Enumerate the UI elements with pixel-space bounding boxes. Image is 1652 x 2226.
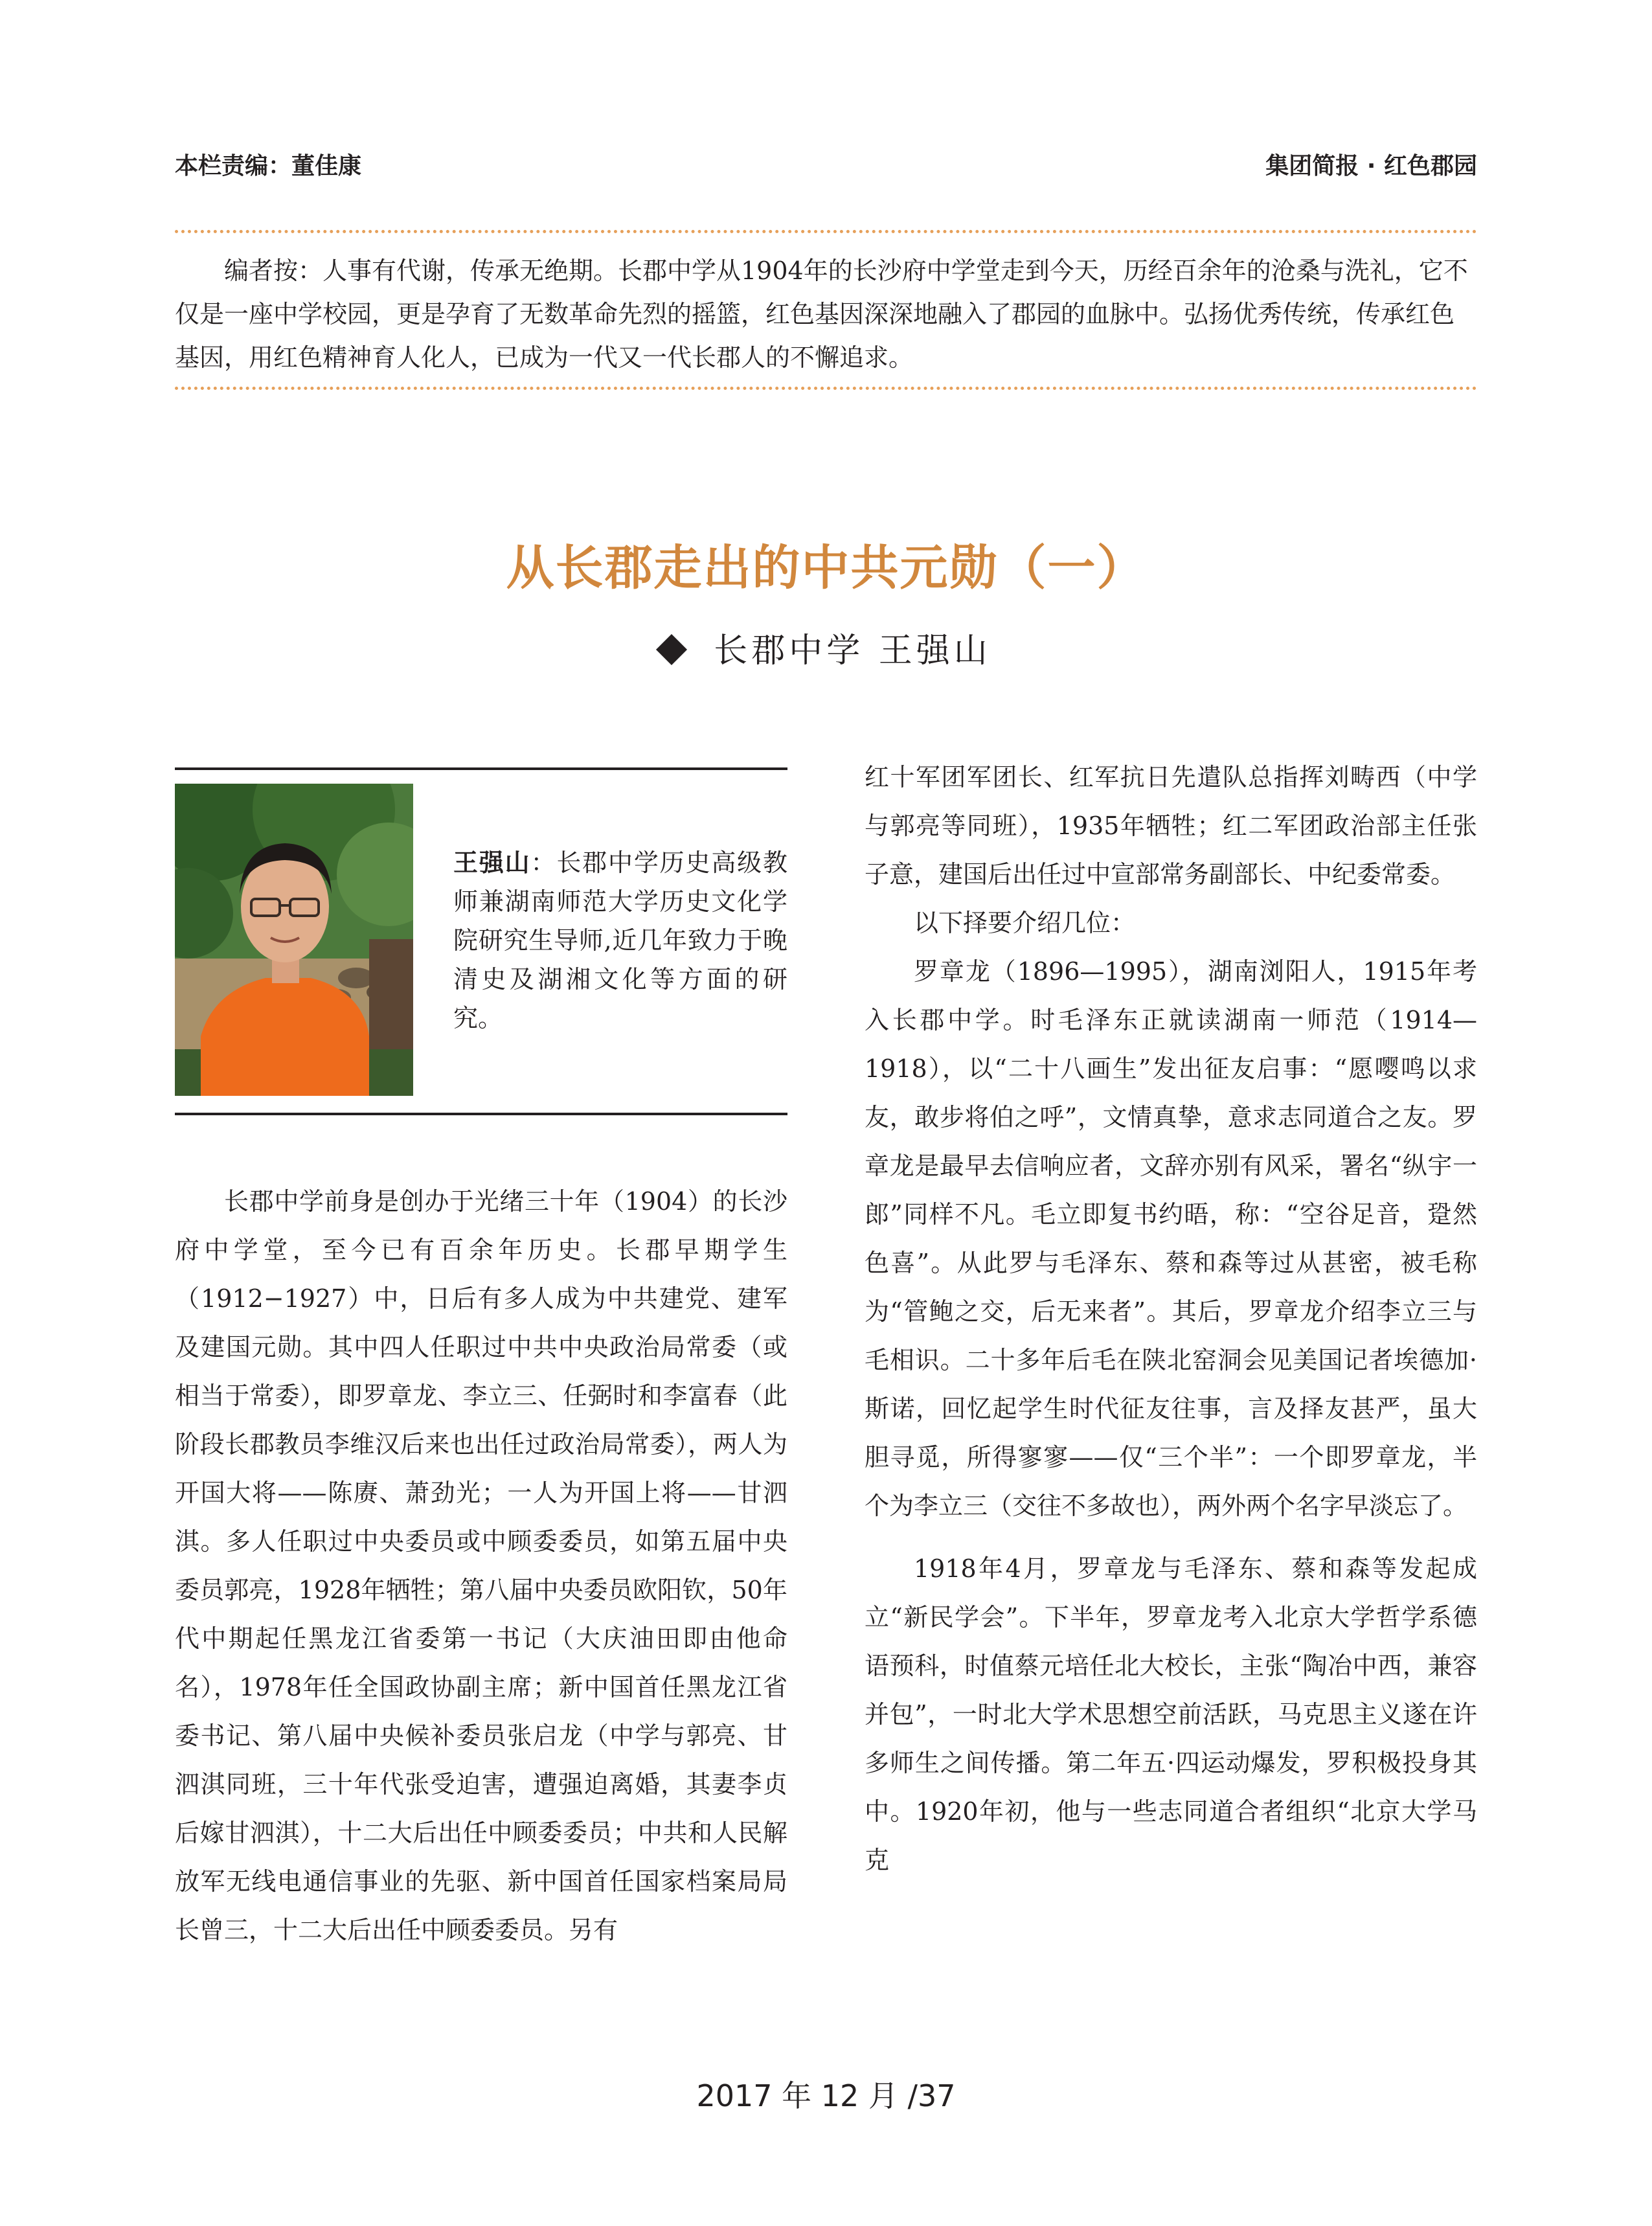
right-paragraph-luo-zhanglong: 罗章龙（1896—1995），湖南浏阳人，1915年考入长郡中学。时毛泽东正就读湖南一师范（1914—1918），以“二十八画生”发出征友启事：“愿嘤鸣以求友，敢步将伯之呼”，文情真挚，意求志同道合之友。罗章龙是最早去信响应者，文辞亦别有风采，署名“纵宇一郎”同样不凡。毛立即复书约晤，称：“空谷足音，跫然色喜”。从此罗与毛泽东、蔡和森等过从甚密，被毛称为“管鲍之交，后无来者”。其后，罗章龙介绍李立三与毛相识。二十多年后毛在陕北窑洞会见美国记者埃德加·斯诺，回忆起学生时代征友往事，言及择友甚严，虽大胆寻觅，所得寥寥——仅“三个半”：一个即罗章龙，半个为李立三（交往不多故也），两外两个名字早淡忘了。 [865,957,1477,1520]
author-bio [453,843,787,1038]
left-column [175,1177,787,1955]
right-intro-paragraph: 以下择要介绍几位： [914,909,1136,937]
editor-note [175,249,1477,380]
bio-bottom-rule [175,1113,787,1115]
editor-note-text: 编者按：人事有代谢，传承无绝期。长郡中学从1904年的长沙府中学堂走到今天，历经百余年的沧桑与洗礼，它不仅是一座中学校园，更是孕育了无数革命先烈的摇篮，红色基因深深地融入了郡园的血脉中。弘扬优秀传统，传承红色基因，用红色精神育人化人，已成为一代又一代长郡人的不懈追求。 [175,256,1468,372]
bio-top-rule [175,767,787,770]
author-photo [175,784,413,1096]
author-bio-text: ：长郡中学历史高级教师兼湖南师范大学历史文化学院研究生导师,近几年致力于晚清史及湖湘文化等方面的研究。 [453,848,787,1032]
right-continuation-paragraph: 红十军团军团长、红军抗日先遣队总指挥刘畴西（中学与郭亮等同班），1935年牺牲；红二军团政治部主任张子意，建国后出任过中宣部常务副部长、中纪委常委。 [865,763,1477,889]
page-footer-date-number: 2017 年 12 月 /37 [696,2078,956,2113]
top-dotted-divider [175,230,1477,233]
header-publication: 集团简报 · 红色郡园 [1265,153,1477,179]
right-paragraph-xinmin-society: 1918年4月，罗章龙与毛泽东、蔡和森等发起成立“新民学会”。下半年，罗章龙考入北京大学哲学系德语预科，时值蔡元培任北大校长，主张“陶冶中西，兼容并包”，一时北大学术思想空前活跃，马克思主义遂在许多师生之间传播。第二年五·四运动爆发，罗积极投身其中。1920年初，他与一些志同道合者组织“北京大学马克 [865,1554,1477,1874]
author-name: 王强山 [453,848,531,877]
article-title: 从长郡走出的中共元勋（一） [506,540,1146,596]
right-column [865,753,1477,1885]
author-photo-illustration [175,784,413,1096]
byline [175,623,1477,672]
diamond-bullet-icon [656,633,687,664]
byline-text: 长郡中学 王强山 [714,631,991,670]
bottom-dotted-divider [175,387,1477,390]
header-column-editor: 本栏责编：董佳康 [175,153,362,179]
left-paragraph: 长郡中学前身是创办于光绪三十年（1904）的长沙府中学堂，至今已有百余年历史。长郡早期学生（1912−1927）中，日后有多人成为中共建党、建军及建国元勋。其中四人任职过中共中央政治局常委（或相当于常委），即罗章龙、李立三、任弼时和李富春（此阶段长郡教员李维汉后来也出任过政治局常委），两人为开国大将——陈赓、萧劲光；一人为开国上将——甘泗淇。多人任职过中央委员或中顾委委员，如第五届中央委员郭亮，1928年牺牲；第八届中央委员欧阳钦，50年代中期起任黑龙江省委第一书记（大庆油田即由他命名），1978年任全国政协副主席；新中国首任黑龙江省委书记、第八届中央候补委员张启龙（中学与郭亮、甘泗淇同班，三十年代张受迫害，遭强迫离婚，其妻李贞后嫁甘泗淇），十二大后出任中顾委委员；中共和人民解放军无线电通信事业的先驱、新中国首任国家档案局局长曾三，十二大后出任中顾委委员。另有 [175,1187,787,1944]
